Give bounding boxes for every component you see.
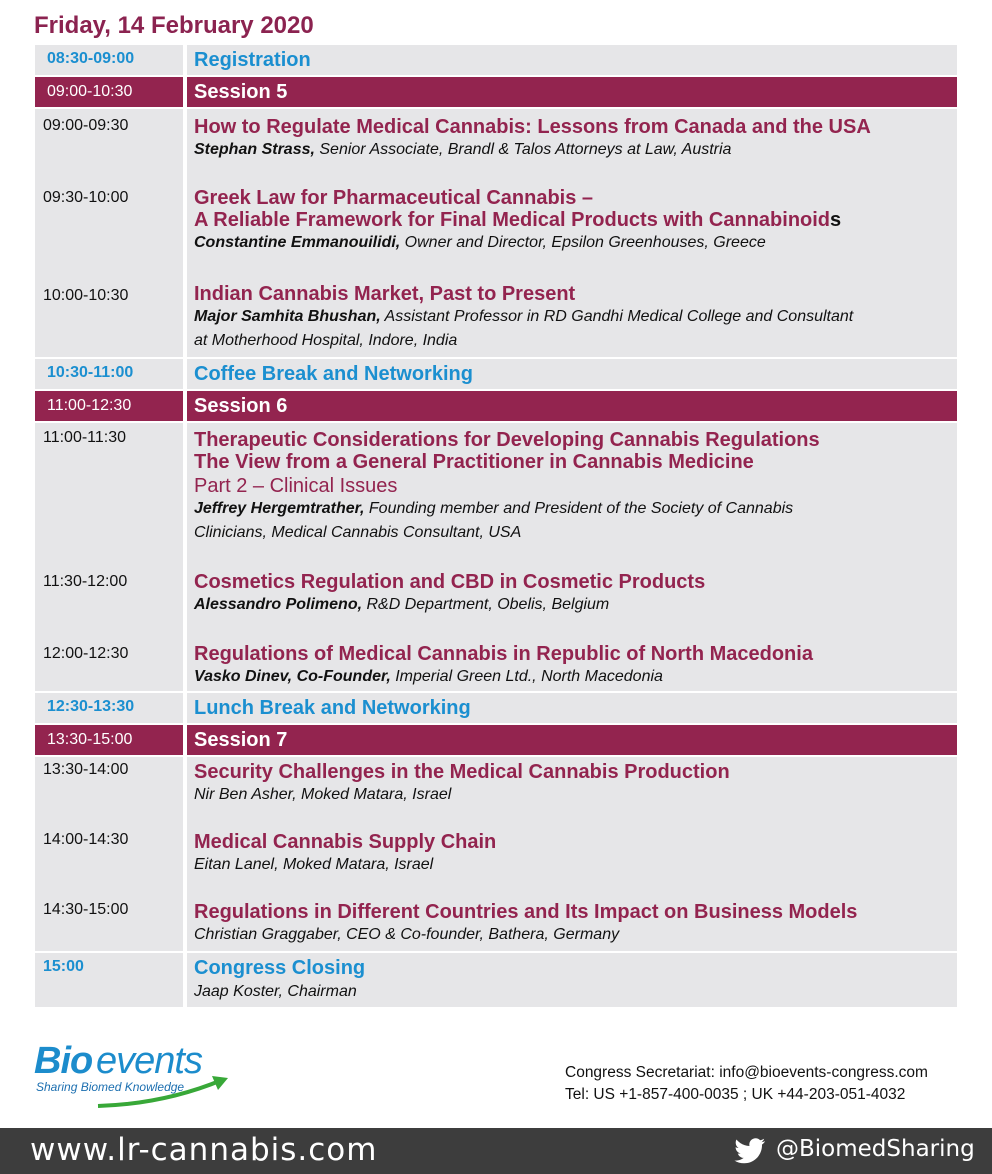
logo-tagline: Sharing Biomed Knowledge (36, 1080, 185, 1094)
closing-time: 15:00 (35, 953, 183, 1007)
session-5-header (35, 77, 957, 107)
talk-speaker: Christian Graggaber, CEO & Co-founder, Bathera, Germany (194, 926, 620, 943)
session-5-talks (35, 109, 957, 357)
talk-time: 09:30-10:00 (43, 189, 129, 206)
talk-speaker-cont: at Motherhood Hospital, Indore, India (194, 332, 458, 349)
session-7-title: Session 7 (187, 725, 957, 755)
talk-item (194, 109, 957, 181)
talk-time: 11:00-11:30 (43, 429, 127, 446)
bioevents-logo (34, 1040, 234, 1110)
session-6-title: Session 6 (187, 391, 957, 421)
talk-title: How to Regulate Medical Cannabis: Lessons from Canada and the USA (194, 116, 871, 138)
logo-events-text: events (96, 1040, 202, 1082)
session-7-header (35, 725, 957, 755)
closing-row (35, 953, 957, 1007)
talk-time: 13:30-14:00 (43, 761, 129, 778)
twitter-handle[interactable]: @BiomedSharing (776, 1136, 975, 1162)
talk-title: Greek Law for Pharmaceutical Cannabis – (194, 187, 594, 209)
coffee-break-title: Coffee Break and Networking (187, 359, 957, 389)
talk-title: Regulations of Medical Cannabis in Republic of North Macedonia (194, 643, 813, 665)
logo-bio-text: Bio (34, 1040, 93, 1082)
talk-speaker: Eitan Lanel, Moked Matara, Israel (194, 856, 434, 873)
registration-row (35, 45, 957, 75)
talk-time: 11:30-12:00 (43, 573, 128, 590)
talk-title: The View from a General Practitioner in Cannabis Medicine (194, 451, 754, 473)
session-7-time: 13:30-15:00 (35, 725, 183, 755)
day-title: Friday, 14 February 2020 (34, 12, 314, 39)
talk-item (194, 757, 957, 827)
closing-speaker: Jaap Koster, Chairman (194, 983, 357, 1000)
talk-time: 14:00-14:30 (43, 831, 129, 848)
talk-item (194, 565, 957, 637)
lunch-break-title: Lunch Break and Networking (187, 693, 957, 723)
talk-item (194, 637, 957, 691)
coffee-break-row (35, 359, 957, 389)
talk-time: 09:00-09:30 (43, 117, 129, 134)
talk-item (194, 827, 957, 897)
session-6-talks (35, 423, 957, 691)
talk-speaker: Alessandro Polimeno, R&D Department, Obelis, Belgium (194, 596, 610, 613)
talk-subtitle: Part 2 – Clinical Issues (194, 475, 398, 497)
registration-title: Registration (187, 45, 957, 75)
twitter-icon (734, 1138, 766, 1164)
session-6-header (35, 391, 957, 421)
closing-title: Congress Closing (194, 957, 366, 979)
contact-info (565, 1062, 928, 1106)
footer-bar (0, 1128, 992, 1174)
talk-speaker-cont: Clinicians, Medical Cannabis Consultant, USA (194, 524, 522, 541)
schedule-table (35, 45, 957, 1009)
talk-item (194, 423, 957, 565)
talk-speaker: Major Samhita Bhushan, Assistant Professor in RD Gandhi Medical College and Consultant (194, 308, 854, 325)
talk-item (194, 897, 957, 951)
session-5-time: 09:00-10:30 (35, 77, 183, 107)
contact-secretariat: Congress Secretariat: info@bioevents-congress.com (565, 1064, 928, 1081)
talk-title: A Reliable Framework for Final Medical Products with Cannabinoids (194, 209, 842, 231)
talk-item (194, 279, 957, 357)
talk-time: 14:30-15:00 (43, 901, 129, 918)
website-link[interactable]: www.lr-cannabis.com (30, 1132, 378, 1168)
talk-title: Regulations in Different Countries and Its Impact on Business Models (194, 901, 858, 923)
talk-title: Indian Cannabis Market, Past to Present (194, 283, 576, 305)
talk-speaker: Vasko Dinev, Co-Founder, Imperial Green Ltd., North Macedonia (194, 668, 663, 685)
talk-speaker: Nir Ben Asher, Moked Matara, Israel (194, 786, 452, 803)
contact-phone: Tel: US +1-857-400-0035 ; UK +44-203-051-4032 (565, 1086, 906, 1103)
lunch-break-row (35, 693, 957, 723)
session-6-time: 11:00-12:30 (35, 391, 183, 421)
talk-title: Cosmetics Regulation and CBD in Cosmetic Products (194, 571, 706, 593)
talk-time: 12:00-12:30 (43, 645, 129, 662)
talk-speaker: Constantine Emmanouilidi, Owner and Director, Epsilon Greenhouses, Greece (194, 234, 766, 251)
talk-speaker: Jeffrey Hergemtrather, Founding member and President of the Society of Cannabis (194, 500, 794, 517)
lunch-break-time: 12:30-13:30 (35, 693, 183, 723)
talk-speaker: Stephan Strass, Senior Associate, Brandl & Talos Attorneys at Law, Austria (194, 141, 732, 158)
talk-title: Therapeutic Considerations for Developing Cannabis Regulations (194, 429, 820, 451)
talk-item (194, 181, 957, 279)
registration-time: 08:30-09:00 (35, 45, 183, 75)
coffee-break-time: 10:30-11:00 (35, 359, 183, 389)
talk-title: Medical Cannabis Supply Chain (194, 831, 497, 853)
session-7-talks (35, 757, 957, 951)
session-5-title: Session 5 (187, 77, 957, 107)
talk-title: Security Challenges in the Medical Cannabis Production (194, 761, 730, 783)
talk-time: 10:00-10:30 (43, 287, 129, 304)
